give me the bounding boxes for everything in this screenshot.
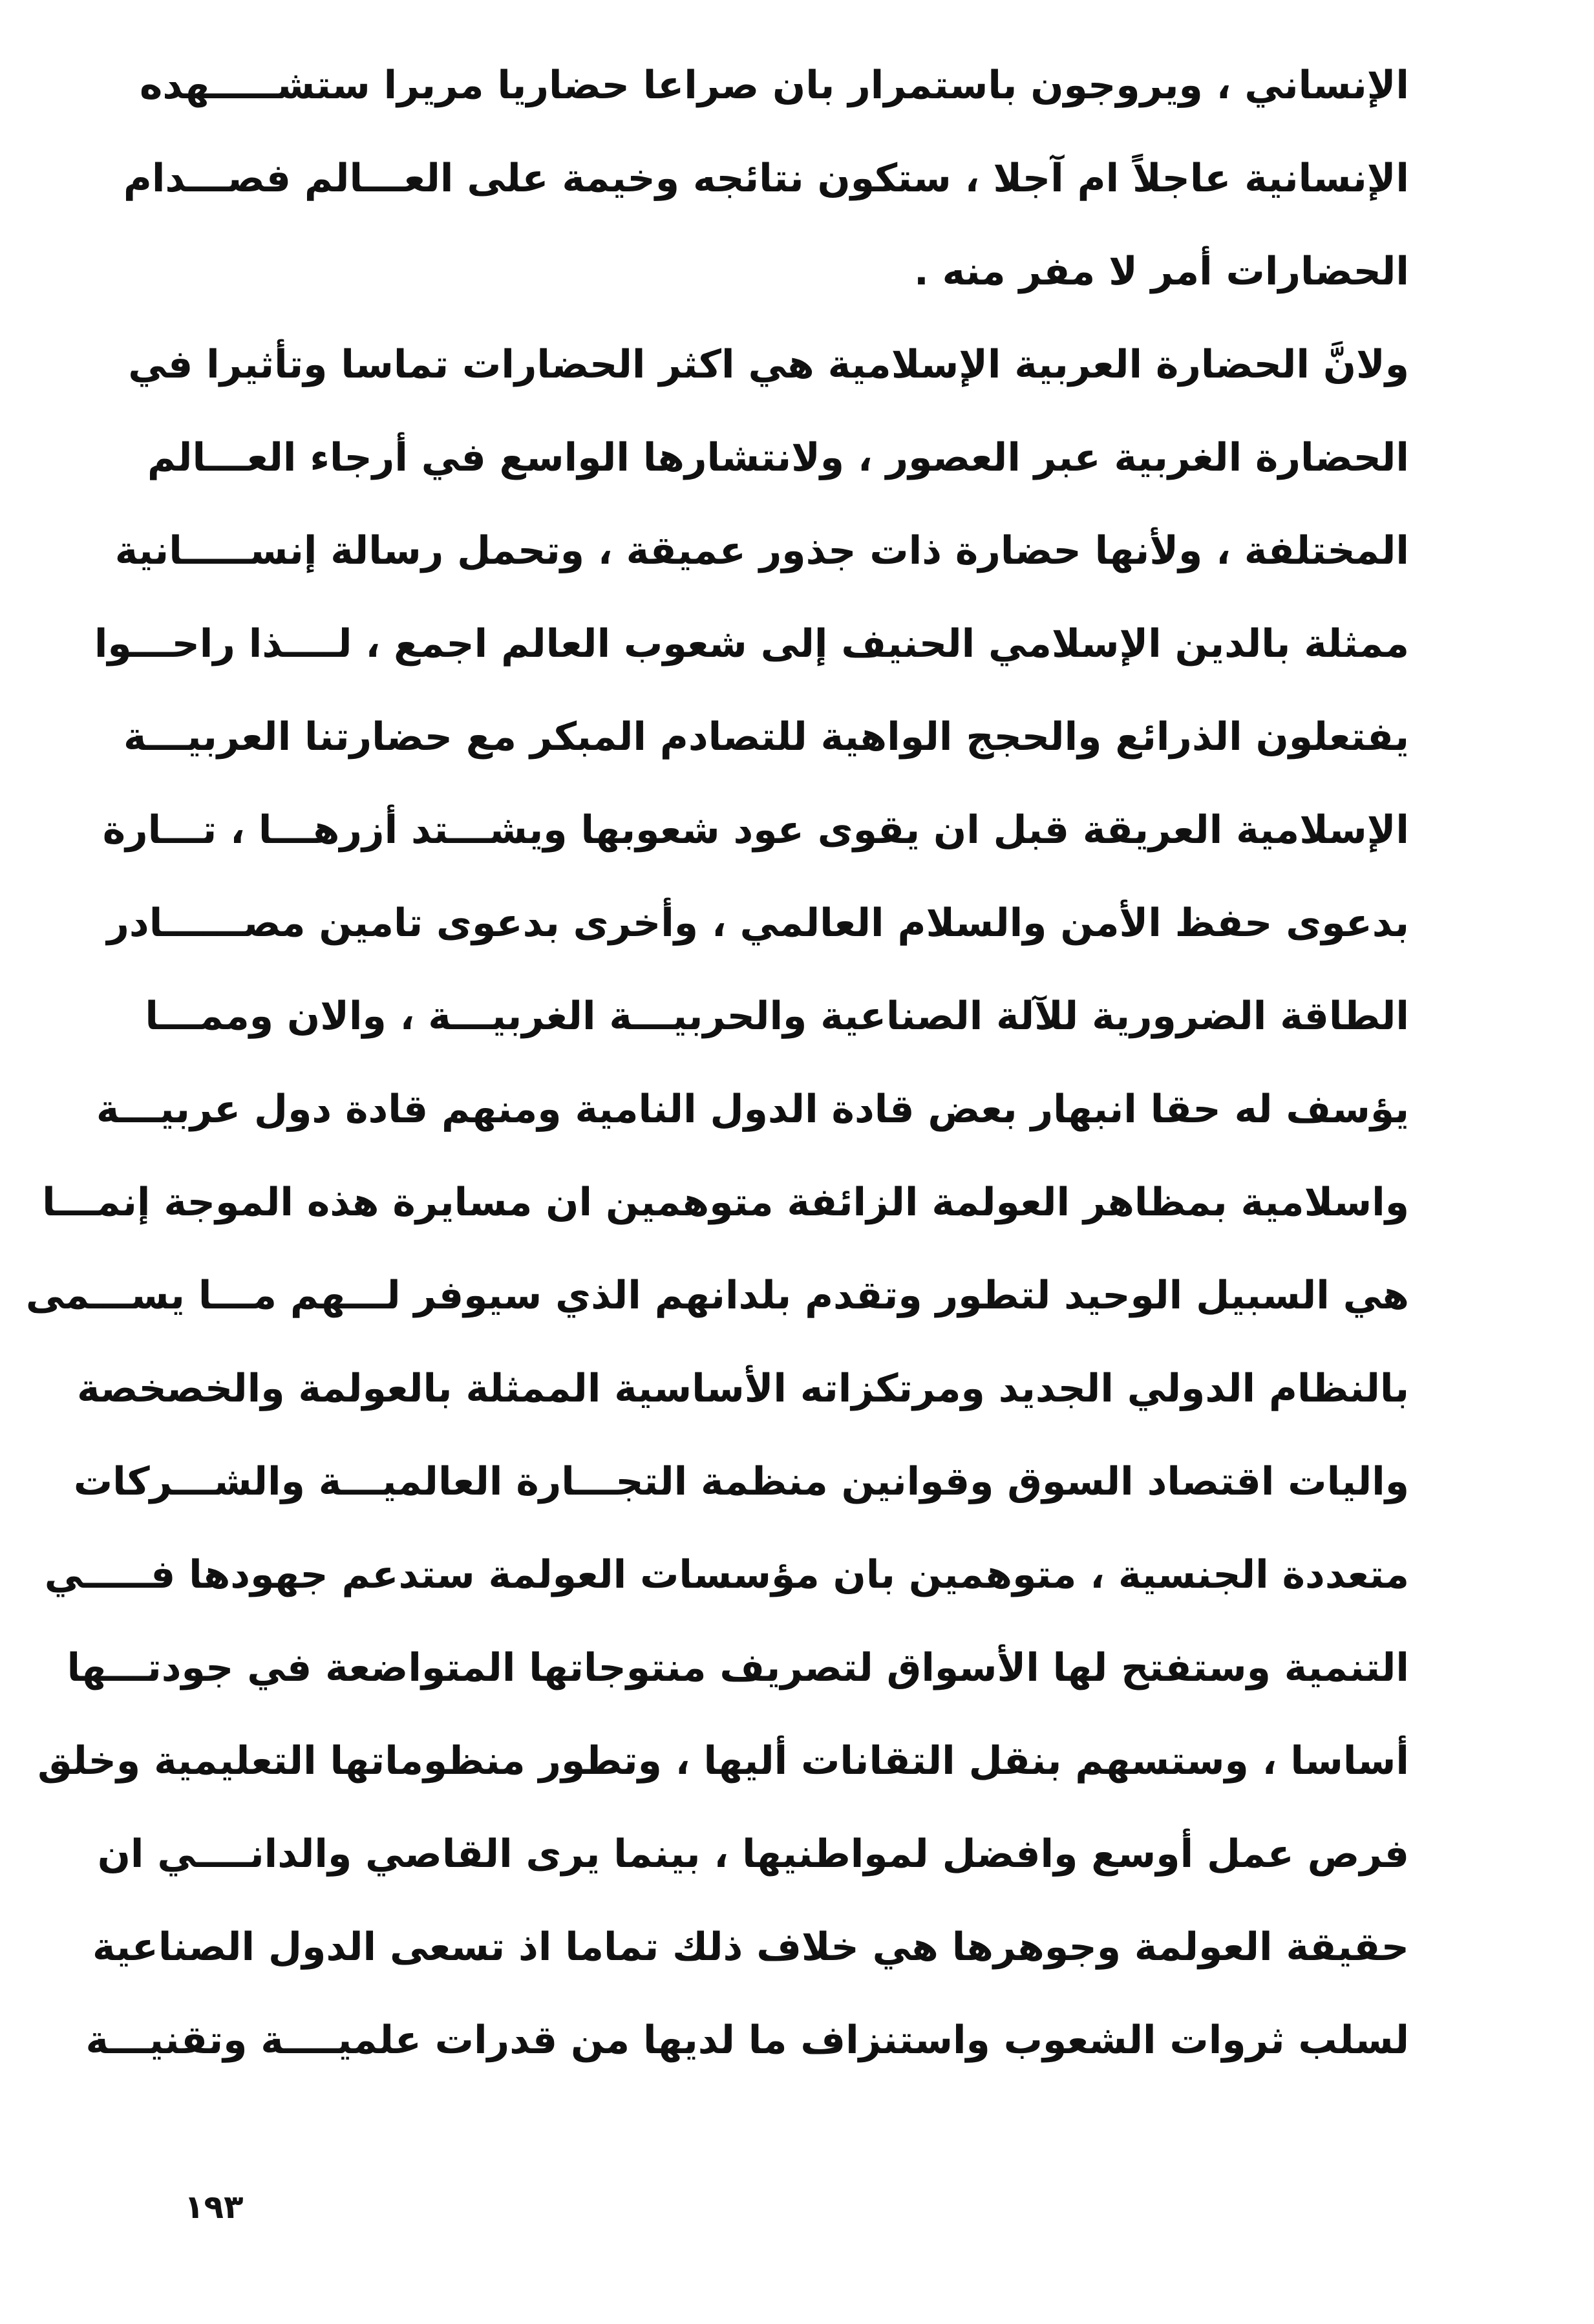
text-line: ولانَّ الحضارة العربية الإسلامية هي اكثر الحضارات تماسا وتأثيرا في — [128, 342, 1409, 387]
text-line: متعددة الجنسية ، متوهمين بان مؤسسات العولمة ستدعم جهودها فـــــي — [44, 1552, 1409, 1597]
text-line: الحضارة الغربية عبر العصور ، ولانتشارها الواسع في أرجاء العـــالم — [147, 435, 1409, 480]
text-line: الإنساني ، ويروجون باستمرار بان صراعا حضاريا مريرا ستشـــــهده — [139, 63, 1409, 108]
text-line: المختلفة ، ولأنها حضارة ذات جذور عميقة ، وتحمل رسالة إنســـــانية — [114, 528, 1409, 573]
text-line: الإسلامية العريقة قبل ان يقوى عود شعوبها ويشـــتد أزرهـــا ، تـــارة — [102, 807, 1409, 853]
text-line: الحضارات أمر لا مفر منه . — [913, 249, 1409, 294]
text-line: أساسا ، وستسهم بنقل التقانات أليها ، وتطور منظوماتها التعليمية وخلق — [37, 1738, 1409, 1784]
text-line: هي السبيل الوحيد لتطور وتقدم بلدانهم الذي سيوفر لـــهم مـــا يســـمى — [25, 1273, 1409, 1318]
text-line: بدعوى حفظ الأمن والسلام العالمي ، وأخرى بدعوى تامين مصــــــادر — [107, 901, 1409, 946]
text-line: ممثلة بالدين الإسلامي الحنيف إلى شعوب العالم اجمع ، لــــذا راحـــوا — [94, 621, 1409, 666]
text-line: الإنسانية عاجلاً ام آجلا ، ستكون نتائجه وخيمة على العـــالم فصـــدام — [123, 156, 1409, 201]
text-line: يفتعلون الذرائع والحجج الواهية للتصادم المبكر مع حضارتنا العربيـــة — [123, 714, 1409, 760]
text-line: فرص عمل أوسع وافضل لمواطنيها ، بينما يرى القاصي والدانــــي ان — [97, 1831, 1409, 1877]
text-line: بالنظام الدولي الجديد ومرتكزاته الأساسية الممثلة بالعولمة والخصخصة — [76, 1366, 1409, 1411]
text-line: التنمية وستفتح لها الأسواق لتصريف منتوجاتها المتواضعة في جودتـــها — [67, 1645, 1409, 1690]
text-line: الطاقة الضرورية للآلة الصناعية والحربيـــة الغربيـــة ، والان وممـــا — [145, 994, 1409, 1039]
text-line: حقيقة العولمة وجوهرها هي خلاف ذلك تماما اذ تسعى الدول الصناعية — [92, 1924, 1409, 1970]
text-line: يؤسف له حقا انبهار بعض قادة الدول النامية ومنهم قادة دول عربيـــة — [96, 1087, 1409, 1132]
body-text — [25, 39, 1409, 2087]
text-line: لسلب ثروات الشعوب واستنزاف ما لديها من قدرات علميــــة وتقنيـــة — [85, 2018, 1409, 2063]
text-line: واليات اقتصاد السوق وقوانين منظمة التجـــارة العالميـــة والشـــركات — [73, 1459, 1409, 1504]
page-number: ١٩٣ — [184, 2188, 244, 2226]
text-line: واسلامية بمظاهر العولمة الزائفة متوهمين ان مسايرة هذه الموجة إنمـــا — [42, 1180, 1409, 1225]
